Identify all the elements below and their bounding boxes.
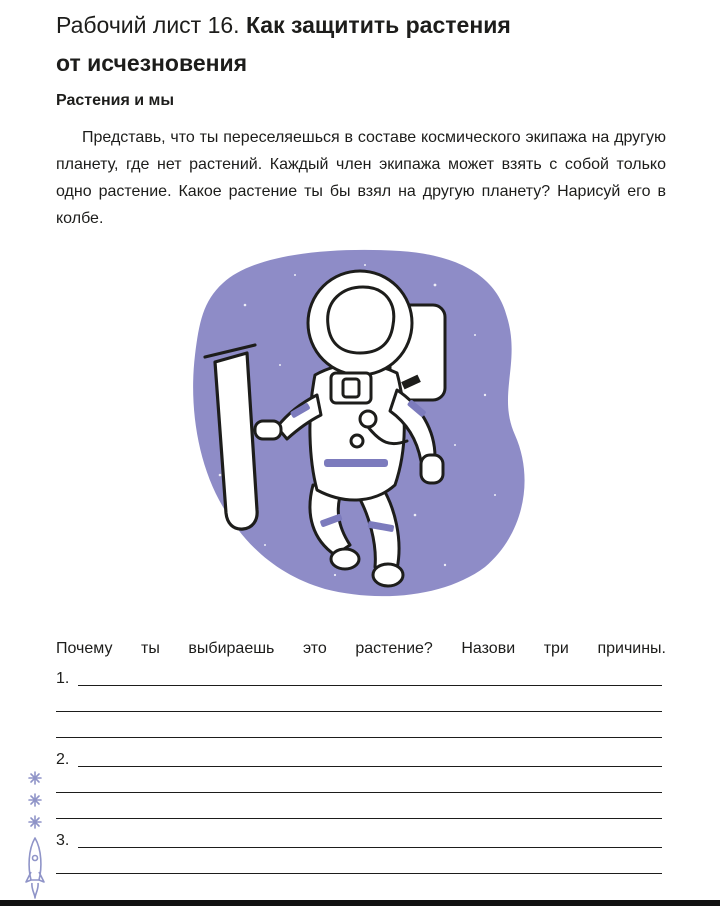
answer-row-2[interactable] <box>56 745 662 771</box>
answer-line[interactable] <box>56 818 662 819</box>
rocket-icon <box>26 838 44 898</box>
answer-row-2b[interactable] <box>56 771 662 797</box>
answer-row-1b[interactable] <box>56 690 662 716</box>
worksheet-title <box>56 6 676 82</box>
title-bold-line1: Как защитить растения <box>245 12 511 38</box>
answer-line[interactable] <box>56 737 662 738</box>
instruction-paragraph: Представь, что ты переселяешься в составе космического экипажа на другую планету, где нет растений. Каждый член экипажа может взять с собой только одно растение. Какое растение ты бы взял на другую планету? Нарисуй его в колбе. <box>56 129 666 227</box>
answer-number: 2. <box>56 751 70 768</box>
bottom-border <box>0 900 720 906</box>
answer-number: 1. <box>56 670 70 687</box>
astronaut-illustration <box>185 245 535 605</box>
answer-row-1c[interactable] <box>56 716 662 742</box>
side-decoration <box>20 768 50 900</box>
answer-line[interactable] <box>56 792 662 793</box>
snowflake-icon <box>29 772 41 828</box>
answer-row-2c[interactable] <box>56 797 662 823</box>
answer-line[interactable] <box>78 766 662 767</box>
answer-number: 3. <box>56 832 70 849</box>
section-heading: Растения и мы <box>56 92 175 109</box>
answer-row-3b[interactable] <box>56 852 662 878</box>
answer-row-1[interactable] <box>56 664 662 690</box>
answer-line[interactable] <box>78 685 662 686</box>
answer-line[interactable] <box>56 711 662 712</box>
title-bold-line2: от исчезновения <box>56 50 248 76</box>
answer-line[interactable] <box>56 873 662 874</box>
answer-line[interactable] <box>78 847 662 848</box>
question-text: Почему ты выбираешь это растение? Назови три причины. <box>56 640 666 657</box>
answer-row-3[interactable] <box>56 826 662 852</box>
title-prefix: Рабочий лист 16. <box>56 12 240 38</box>
